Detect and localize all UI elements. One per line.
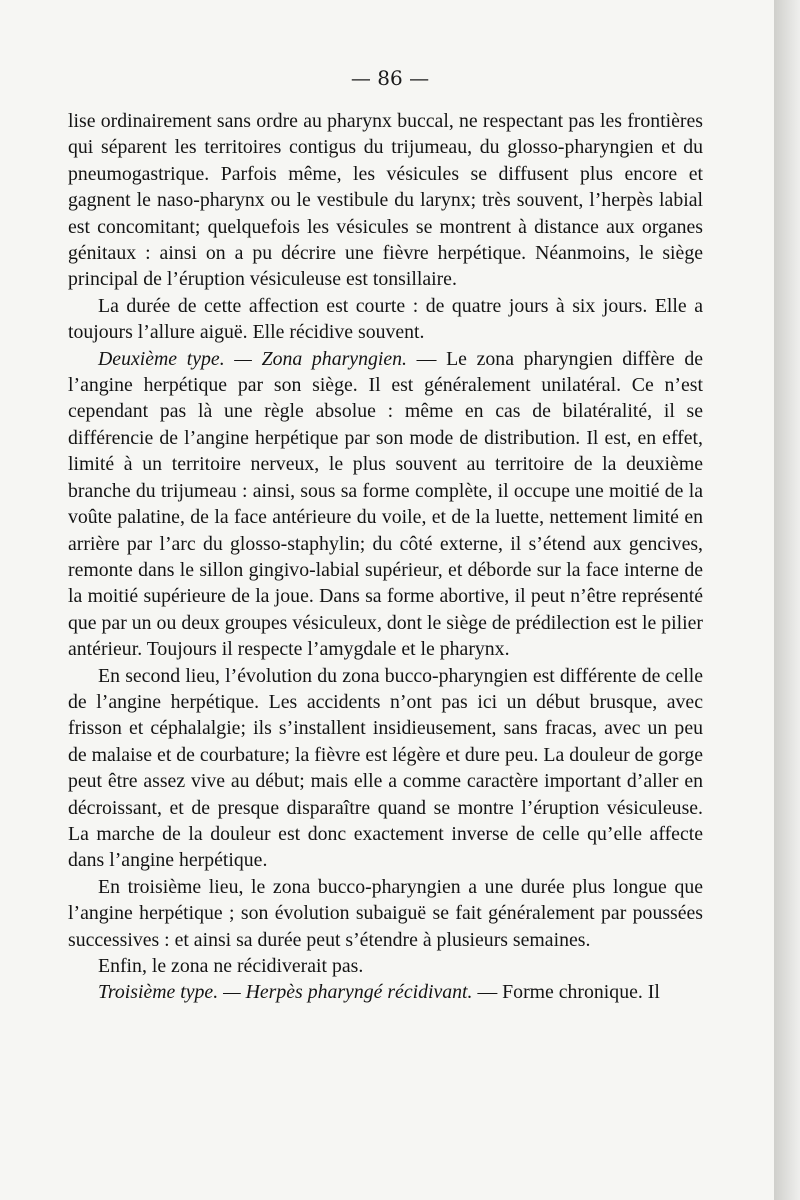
paragraph-text: En second lieu, l’évolution du zona bucco-pharyngien est différente de celle de l’angine herpétique. Les accidents n’ont pas ici un début brusque, avec frisson et céphalalgie; ils s’installent insidieusement, sans fracas, avec un peu de malaise et de courbature; la fièvre est légère et dure peu. La douleur de gorge peut être assez vive au début; mais elle a comme caractère important d’aller en décroissant, et de presque disparaître quand se montre l’éruption vésiculeuse. La marche de la douleur est donc exactement inverse de celle qu’elle affecte dans l’angine herpétique. bbox=[68, 664, 703, 872]
paragraph-text: Enfin, le zona ne récidiverait pas. bbox=[98, 955, 364, 977]
page-body bbox=[68, 108, 703, 1006]
page-number: — 86 — bbox=[350, 66, 430, 90]
paragraph-second-type bbox=[68, 346, 703, 663]
paragraph-duration bbox=[68, 293, 703, 346]
section-heading-second-type: Deuxième type. — Zona pharyngien. bbox=[98, 347, 407, 370]
paragraph-finally bbox=[68, 953, 703, 979]
paragraph-text: En troisième lieu, le zona bucco-pharyngien a une durée plus longue que l’angine herpétique ; son évolution subaiguë se fait généralement par poussées successives : et ainsi sa durée peut s’étendre à plusieurs semaines. bbox=[68, 875, 703, 951]
paragraph-text: lise ordinairement sans ordre au pharynx buccal, ne respectant pas les frontières qui séparent les territoires contigus du trijumeau, du glosso-pharyngien et du pneumogastrique. Parfois même, les vésicules se diffusent plus encore et gagnent le naso-pharynx ou le vestibule du larynx; très souvent, l’herpès labial est concomitant; quelquefois les vésicules se montrent à distance aux organes génitaux : ainsi on a pu décrire une fièvre herpétique. Néanmoins, le siège principal de l’éruption vésiculeuse est tonsillaire. bbox=[68, 110, 703, 291]
paragraph-text: La durée de cette affection est courte : de quatre jours à six jours. Elle a toujours l’allure aiguë. Elle récidive souvent. bbox=[68, 294, 703, 344]
paragraph-evolution bbox=[68, 663, 703, 874]
paragraph-continuation bbox=[68, 108, 703, 293]
paragraph-text: — Forme chronique. Il bbox=[472, 981, 660, 1004]
page-edge-shadow bbox=[774, 0, 800, 1200]
paragraph-third-type bbox=[68, 979, 703, 1005]
section-heading-third-type: Troisième type. — Herpès pharyngé récidivant. bbox=[98, 981, 473, 1004]
paragraph-third-place bbox=[68, 874, 703, 953]
paragraph-text: — Le zona pharyngien diffère de l’angine herpétique par son siège. Il est généralement unilatéral. Ce n’est cependant pas là une règle absolue : même en cas de bilatéralité, il se différencie de l’angine herpétique par son mode de distribution. Il est, en effet, limité à un territoire nerveux, le plus souvent au territoire de la deuxième branche du trijumeau : ainsi, sous sa forme complète, il occupe une moitié de la voûte palatine, de la face antérieure du voile, et de la luette, nettement limité en arrière par l’arc du glosso-staphylin; du côté externe, il s’étend aux gencives, remonte dans le sillon gingivo-labial supérieur, et déborde sur la face interne de la moitié supérieure de la joue. Dans sa forme abortive, il peut n’être représenté que par un ou deux groupes vésiculeux, dont le siège de prédilection est le pilier antérieur. Toujours il respecte l’amygdale et le pharynx. bbox=[68, 347, 703, 661]
